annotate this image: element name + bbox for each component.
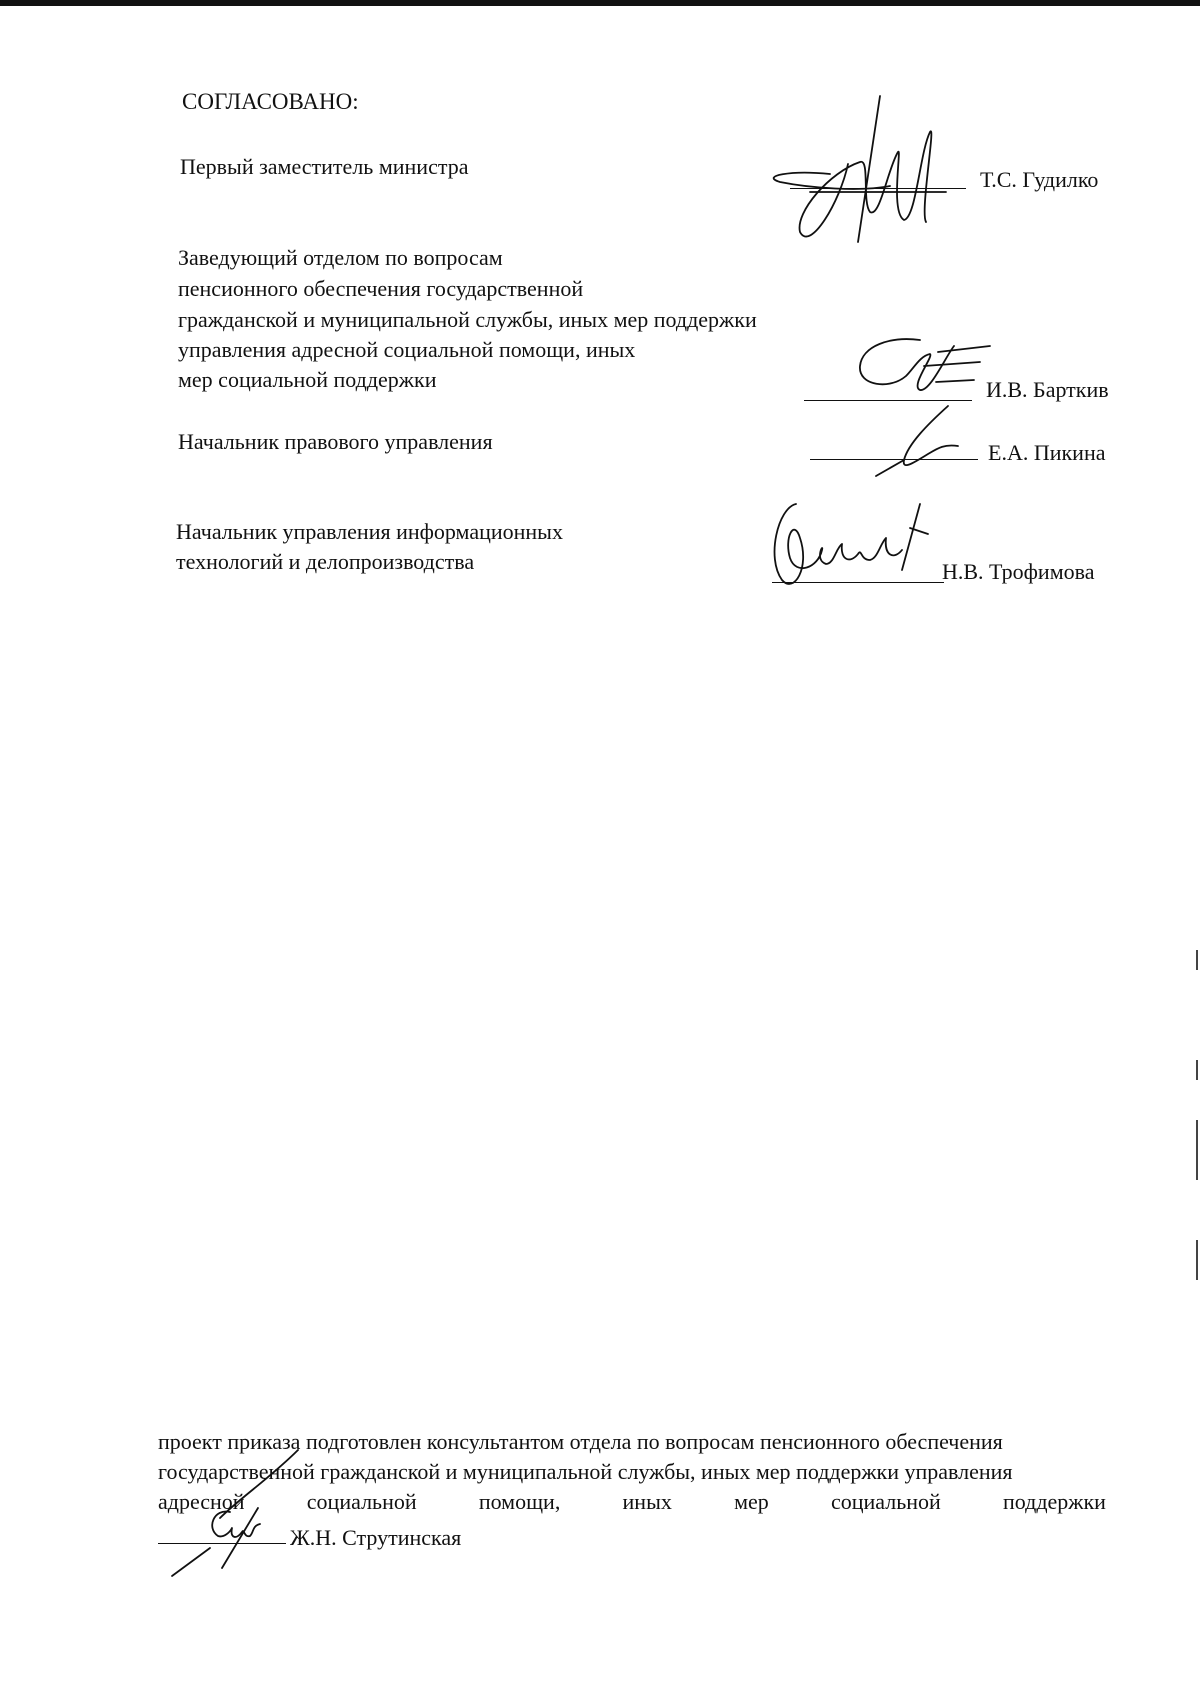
approval-name-1: Т.С. Гудилко	[980, 167, 1099, 192]
signature-strutinskaya	[170, 1448, 310, 1578]
footer-line-1: проект приказа подготовлен консультантом отдела по вопросам пенсионного обеспечения	[158, 1429, 1003, 1454]
approval-name-3: Е.А. Пикина	[988, 440, 1106, 465]
signature-pikina	[868, 404, 968, 480]
footer-word-7: поддержки	[1002, 1489, 1106, 1514]
approval-position-2-line-4: управления адресной социальной помощи, иных	[178, 337, 636, 362]
signature-gudilko	[770, 92, 960, 252]
signature-trofimova	[770, 498, 950, 598]
scan-artifact	[1196, 1060, 1198, 1080]
scan-artifact	[1196, 1120, 1198, 1180]
approval-position-4-line-1: Начальник управления информационных	[176, 519, 563, 544]
footer-word-6: социальной	[830, 1489, 941, 1514]
approval-position-2-line-1: Заведующий отделом по вопросам	[178, 245, 503, 270]
approval-position-2-line-2: пенсионного обеспечения государственной	[178, 276, 584, 301]
approval-position-3: Начальник правового управления	[178, 429, 493, 454]
footer-author: Ж.Н. Струтинская	[290, 1525, 462, 1550]
approval-name-4: Н.В. Трофимова	[942, 559, 1095, 584]
approval-position-2-line-5: мер социальной поддержки	[178, 367, 437, 392]
approval-position-1: Первый заместитель министра	[180, 154, 469, 179]
footer-line-2: государственной гражданской и муниципальной службы, иных мер поддержки управления	[158, 1459, 1013, 1484]
footer-word-4: иных	[622, 1489, 672, 1514]
footer-word-1: адресной	[158, 1489, 245, 1514]
approval-position-2-line-3: гражданской и муниципальной службы, иных мер поддержки	[178, 307, 757, 332]
scan-top-border	[0, 0, 1200, 6]
footer-word-5: мер	[734, 1489, 769, 1514]
footer-word-2: социальной	[306, 1489, 417, 1514]
footer-word-3: помощи,	[478, 1489, 561, 1514]
scan-artifact	[1196, 1240, 1198, 1280]
approval-name-2: И.В. Барткив	[986, 377, 1109, 402]
scan-artifact	[1196, 950, 1198, 970]
agreed-heading: СОГЛАСОВАНО:	[182, 89, 359, 114]
approval-position-4-line-2: технологий и делопроизводства	[176, 549, 475, 574]
